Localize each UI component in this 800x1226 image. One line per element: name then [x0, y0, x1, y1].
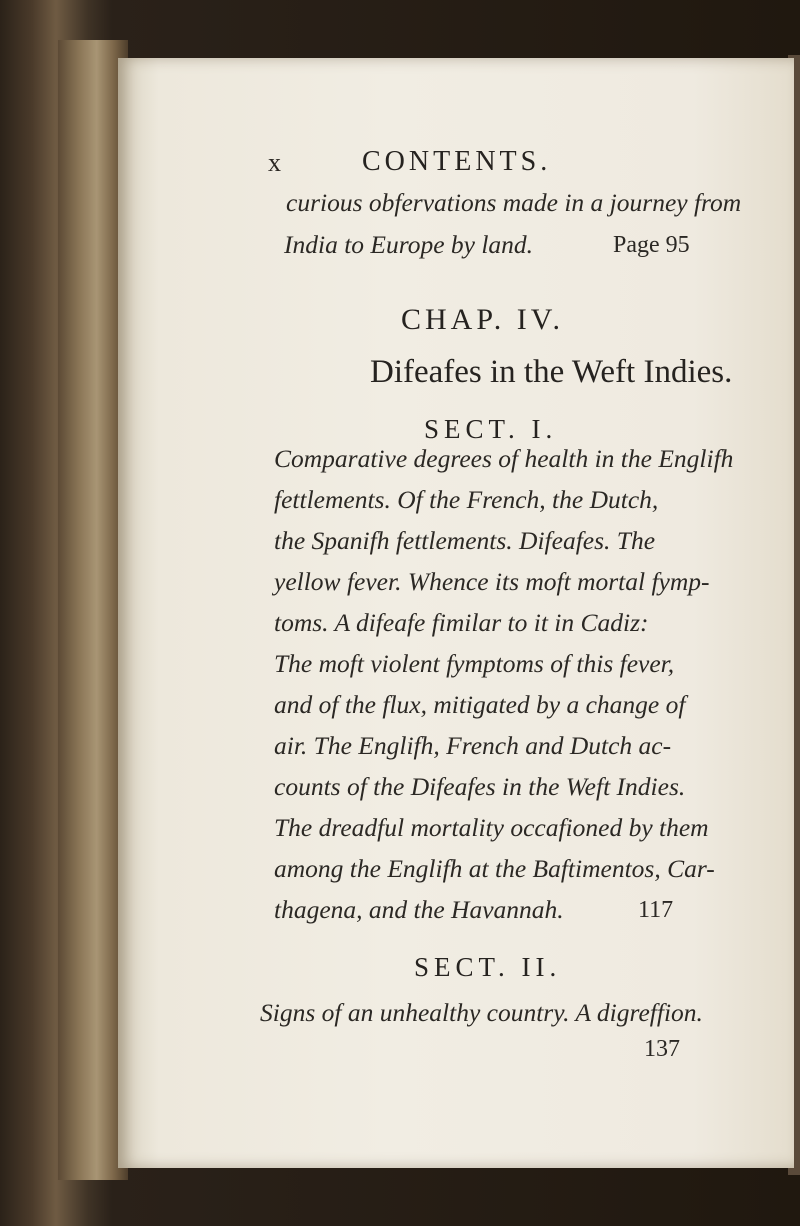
intro-line: India to Europe by land. — [284, 230, 534, 259]
description-line: and of the flux, mitigated by a change of — [274, 690, 686, 719]
book-page — [118, 58, 794, 1168]
page-reference: 137 — [644, 1036, 680, 1062]
description-line: among the Englifh at the Baftimentos, Car- — [274, 854, 715, 883]
section-heading: SECT. I. — [424, 414, 558, 444]
description-line: fettlements. Of the French, the Dutch, — [274, 485, 659, 514]
section-heading: SECT. II. — [414, 952, 562, 982]
page-reference: 117 — [638, 897, 674, 923]
description-line: Comparative degrees of health in the Englifh — [274, 444, 734, 473]
chapter-label: CHAP. IV. — [401, 303, 564, 336]
description-line: The moft violent fymptoms of this fever, — [274, 649, 675, 678]
page-reference: Page 95 — [613, 232, 690, 258]
description-line: thagena, and the Havannah. — [274, 895, 564, 924]
description-line: yellow fever. Whence its moft mortal fymp- — [274, 567, 710, 596]
description-line: The dreadful mortality occafioned by them — [274, 813, 709, 842]
description-line: Signs of an unhealthy country. A digreffion. — [260, 998, 703, 1027]
page-header — [118, 146, 794, 186]
chapter-title: Difeafes in the Weft Indies. — [370, 354, 733, 390]
description-line: the Spanifh fettlements. Difeafes. The — [274, 526, 656, 555]
description-line: air. The Englifh, French and Dutch ac- — [274, 731, 672, 760]
intro-line: curious obfervations made in a journey from — [286, 188, 742, 217]
description-line: counts of the Difeafes in the Weft Indies. — [274, 772, 686, 801]
page-folio: x — [268, 148, 281, 177]
running-head: CONTENTS. — [362, 146, 552, 177]
description-line: toms. A difeafe fimilar to it in Cadiz: — [274, 608, 649, 637]
